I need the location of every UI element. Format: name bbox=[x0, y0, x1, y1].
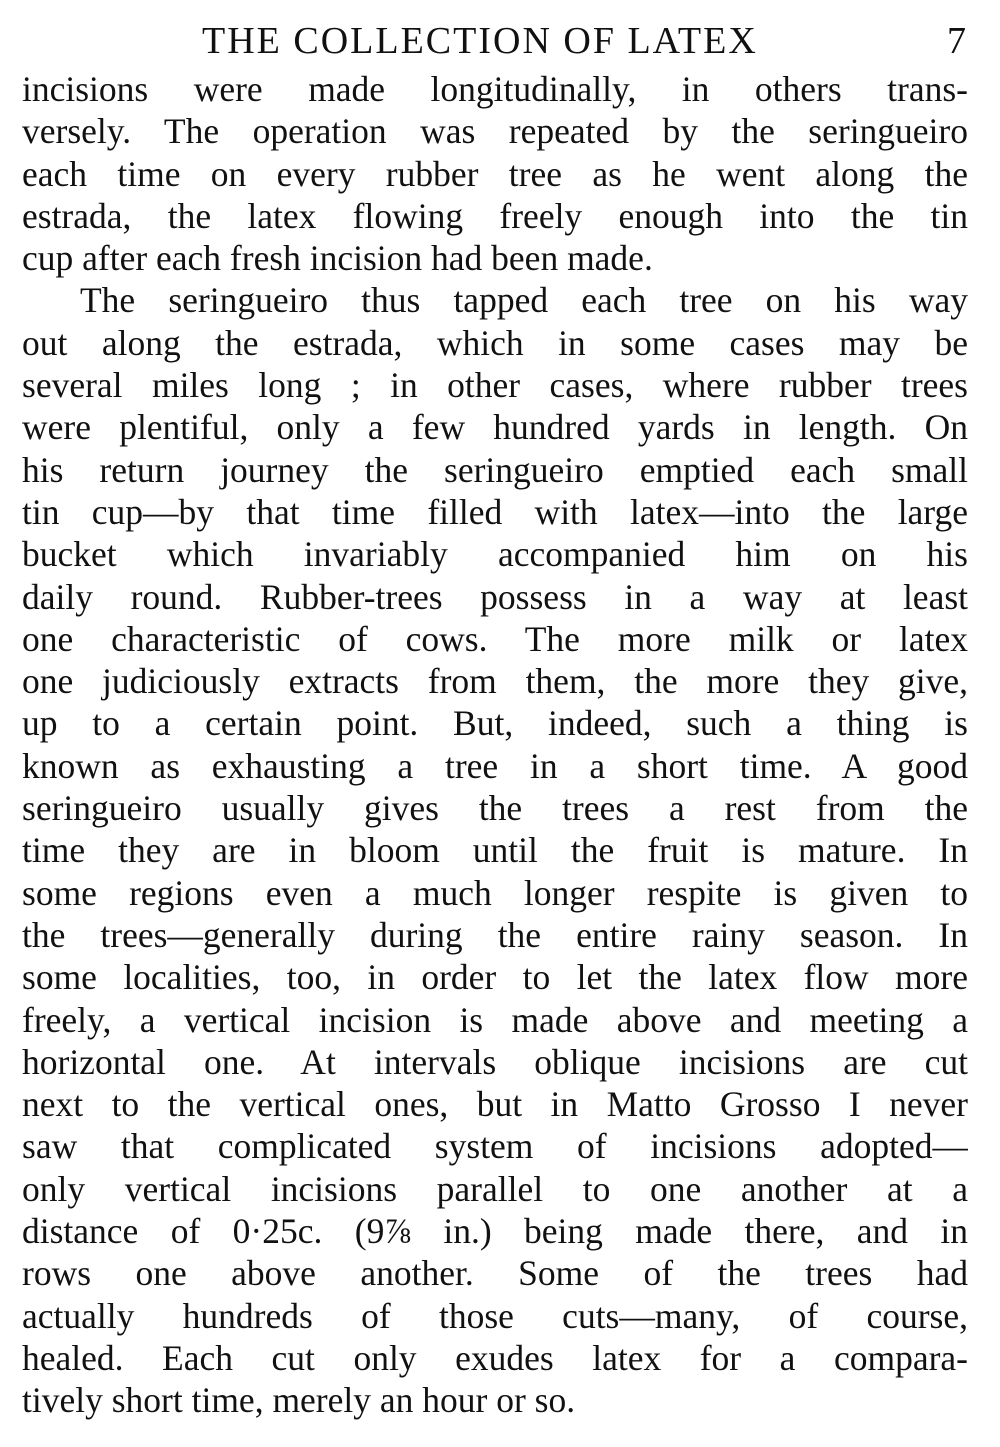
text-line: time they are in bloom until the fruit is mature. In bbox=[22, 830, 968, 871]
text-line: several miles long ; in other cases, where rubber trees bbox=[22, 365, 968, 406]
text-line: the trees—generally during the entire rainy season. In bbox=[22, 914, 968, 955]
text-line: next to the vertical ones, but in Matto Grosso I never bbox=[22, 1084, 968, 1125]
text-line: seringueiro usually gives the trees a rest from the bbox=[22, 788, 968, 829]
text-line: freely, a vertical incision is made above and meeting a bbox=[22, 999, 968, 1040]
text-line: tively short time, merely an hour or so. bbox=[22, 1380, 576, 1421]
text-line: only vertical incisions parallel to one another at a bbox=[22, 1168, 968, 1209]
text-line: distance of 0·25c. (9⅞ in.) being made there, and in bbox=[22, 1211, 968, 1252]
text-line: one judiciously extracts from them, the more they give, bbox=[22, 661, 968, 702]
text-line: estrada, the latex flowing freely enough into the tin bbox=[22, 195, 968, 236]
body-text bbox=[22, 68, 968, 1422]
text-line: healed. Each cut only exudes latex for a compara- bbox=[22, 1337, 968, 1378]
text-line: tin cup—by that time filled with latex—into the large bbox=[22, 491, 968, 532]
text-line: some regions even a much longer respite is given to bbox=[22, 872, 968, 913]
text-line: daily round. Rubber-trees possess in a way at least bbox=[22, 576, 968, 617]
text-line: actually hundreds of those cuts—many, of course, bbox=[22, 1295, 968, 1336]
text-line: out along the estrada, which in some cases may be bbox=[22, 322, 968, 363]
text-line: saw that complicated system of incisions adopted— bbox=[22, 1126, 968, 1167]
text-line: versely. The operation was repeated by the seringueiro bbox=[22, 111, 968, 152]
text-line: known as exhausting a tree in a short time. A good bbox=[22, 745, 968, 786]
text-line: incisions were made longitudinally, in others trans- bbox=[22, 69, 968, 109]
text-line: bucket which invariably accompanied him on his bbox=[22, 534, 968, 575]
running-title: THE COLLECTION OF LATEX bbox=[202, 20, 758, 62]
paragraph-start-line: The seringueiro thus tapped each tree on his way bbox=[80, 280, 968, 321]
text-line: some localities, too, in order to let the latex flow more bbox=[22, 957, 968, 998]
text-line: his return journey the seringueiro emptied each small bbox=[22, 449, 968, 490]
text-line: horizontal one. At intervals oblique incisions are cut bbox=[22, 1041, 968, 1082]
text-line: rows one above another. Some of the trees had bbox=[22, 1253, 968, 1294]
page-header bbox=[22, 18, 968, 68]
text-line: up to a certain point. But, indeed, such a thing is bbox=[22, 703, 968, 744]
text-line: cup after each fresh incision had been made. bbox=[22, 238, 653, 279]
text-line: were plentiful, only a few hundred yards in length. On bbox=[22, 407, 968, 448]
text-line: each time on every rubber tree as he went along the bbox=[22, 153, 968, 194]
text-line: one characteristic of cows. The more milk or latex bbox=[22, 618, 968, 659]
page-number: 7 bbox=[947, 20, 966, 62]
book-page bbox=[22, 18, 968, 1422]
